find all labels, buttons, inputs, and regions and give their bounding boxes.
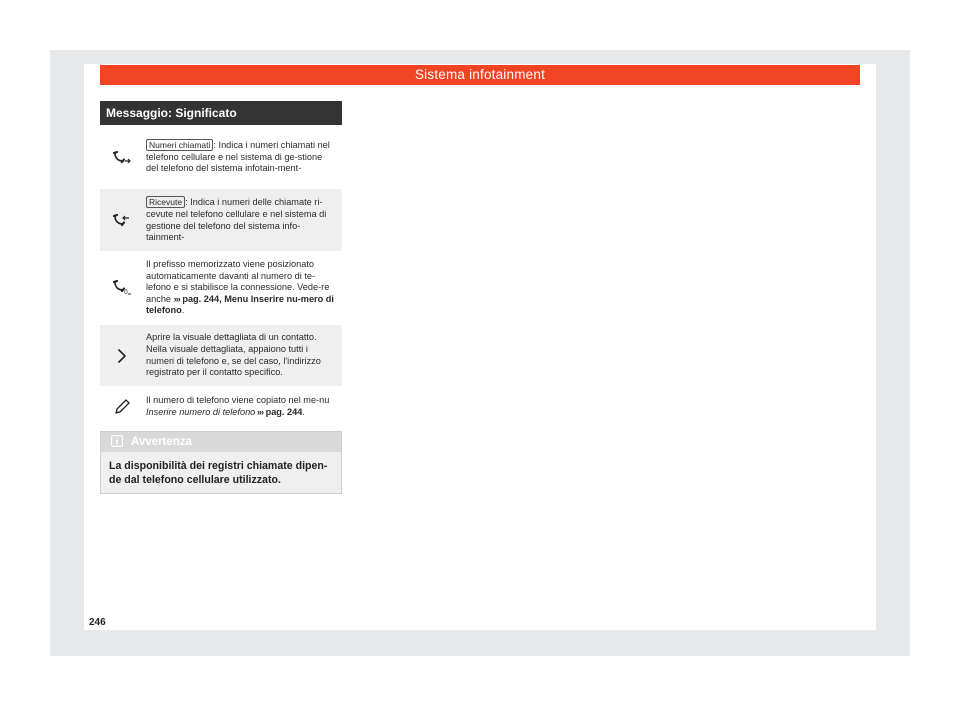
message-table <box>100 101 342 428</box>
table-row <box>100 325 342 386</box>
numeri-chiamati-button[interactable]: Numeri chiamati <box>146 139 213 151</box>
chevron-right-icon <box>100 348 144 364</box>
row-text: Il numero di telefono viene copiato nel me-nu <box>146 395 330 406</box>
row-text: : Indica i numeri delle chiamate ri-cevute nel telefono cellulare e nel sistema di gestione del telefono del sistema info-tainment- <box>146 197 327 243</box>
outgoing-call-icon <box>100 150 144 164</box>
page-number: 246 <box>89 617 106 628</box>
prefix-phone-icon <box>100 280 144 296</box>
pencil-icon <box>100 398 144 416</box>
page-link[interactable]: pag. 244 <box>263 407 303 417</box>
table-header: Messaggio: Significato <box>100 101 342 125</box>
link-arrows: ››› <box>173 293 180 304</box>
table-row: 0 Il prefisso memorizzato viene posizionato automaticamente davanti al numero di te-lefono e si stabilisce la connessione. Vede-re anche ››› pag. 244, Menu Inserire nu-mero di telefono. <box>100 251 342 325</box>
page-link[interactable]: pag. 244, Menu Inserire nu-mero di telefono <box>146 293 334 316</box>
link-arrows: ››› <box>255 407 264 417</box>
table-row <box>100 189 342 251</box>
note-box <box>100 431 342 494</box>
incoming-call-icon <box>100 213 144 227</box>
table-row <box>100 125 342 189</box>
ricevute-button[interactable]: Ricevute <box>146 196 185 208</box>
section-header: Sistema infotainment <box>100 65 860 85</box>
info-icon <box>111 435 123 450</box>
row-text: : Indica i numeri chiamati nel telefono cellulare e nel sistema di ge-stione del telefono del sistema infotain-ment- <box>146 140 330 174</box>
svg-text:0: 0 <box>124 289 128 296</box>
table-row: Il numero di telefono viene copiato nel me-nu Inserire numero di telefono ››› pag. 244. <box>100 386 342 428</box>
menu-name: Inserire numero di telefono <box>146 407 256 417</box>
row-text: Il prefisso memorizzato viene posizionato automaticamente davanti al numero di te-lefono e si stabilisce la connessione. Vede-re anche <box>146 259 330 304</box>
note-body: La disponibilità dei registri chiamate dipen-de dal telefono cellulare utilizzato. <box>109 460 328 486</box>
row-text: Aprire la visuale dettagliata di un contatto. Nella visuale dettagliata, appaiono tutti i numeri di telefono e, se del caso, l'indirizzo registrato per il contatto specifico. <box>146 332 321 378</box>
note-title: Avvertenza <box>131 436 192 448</box>
